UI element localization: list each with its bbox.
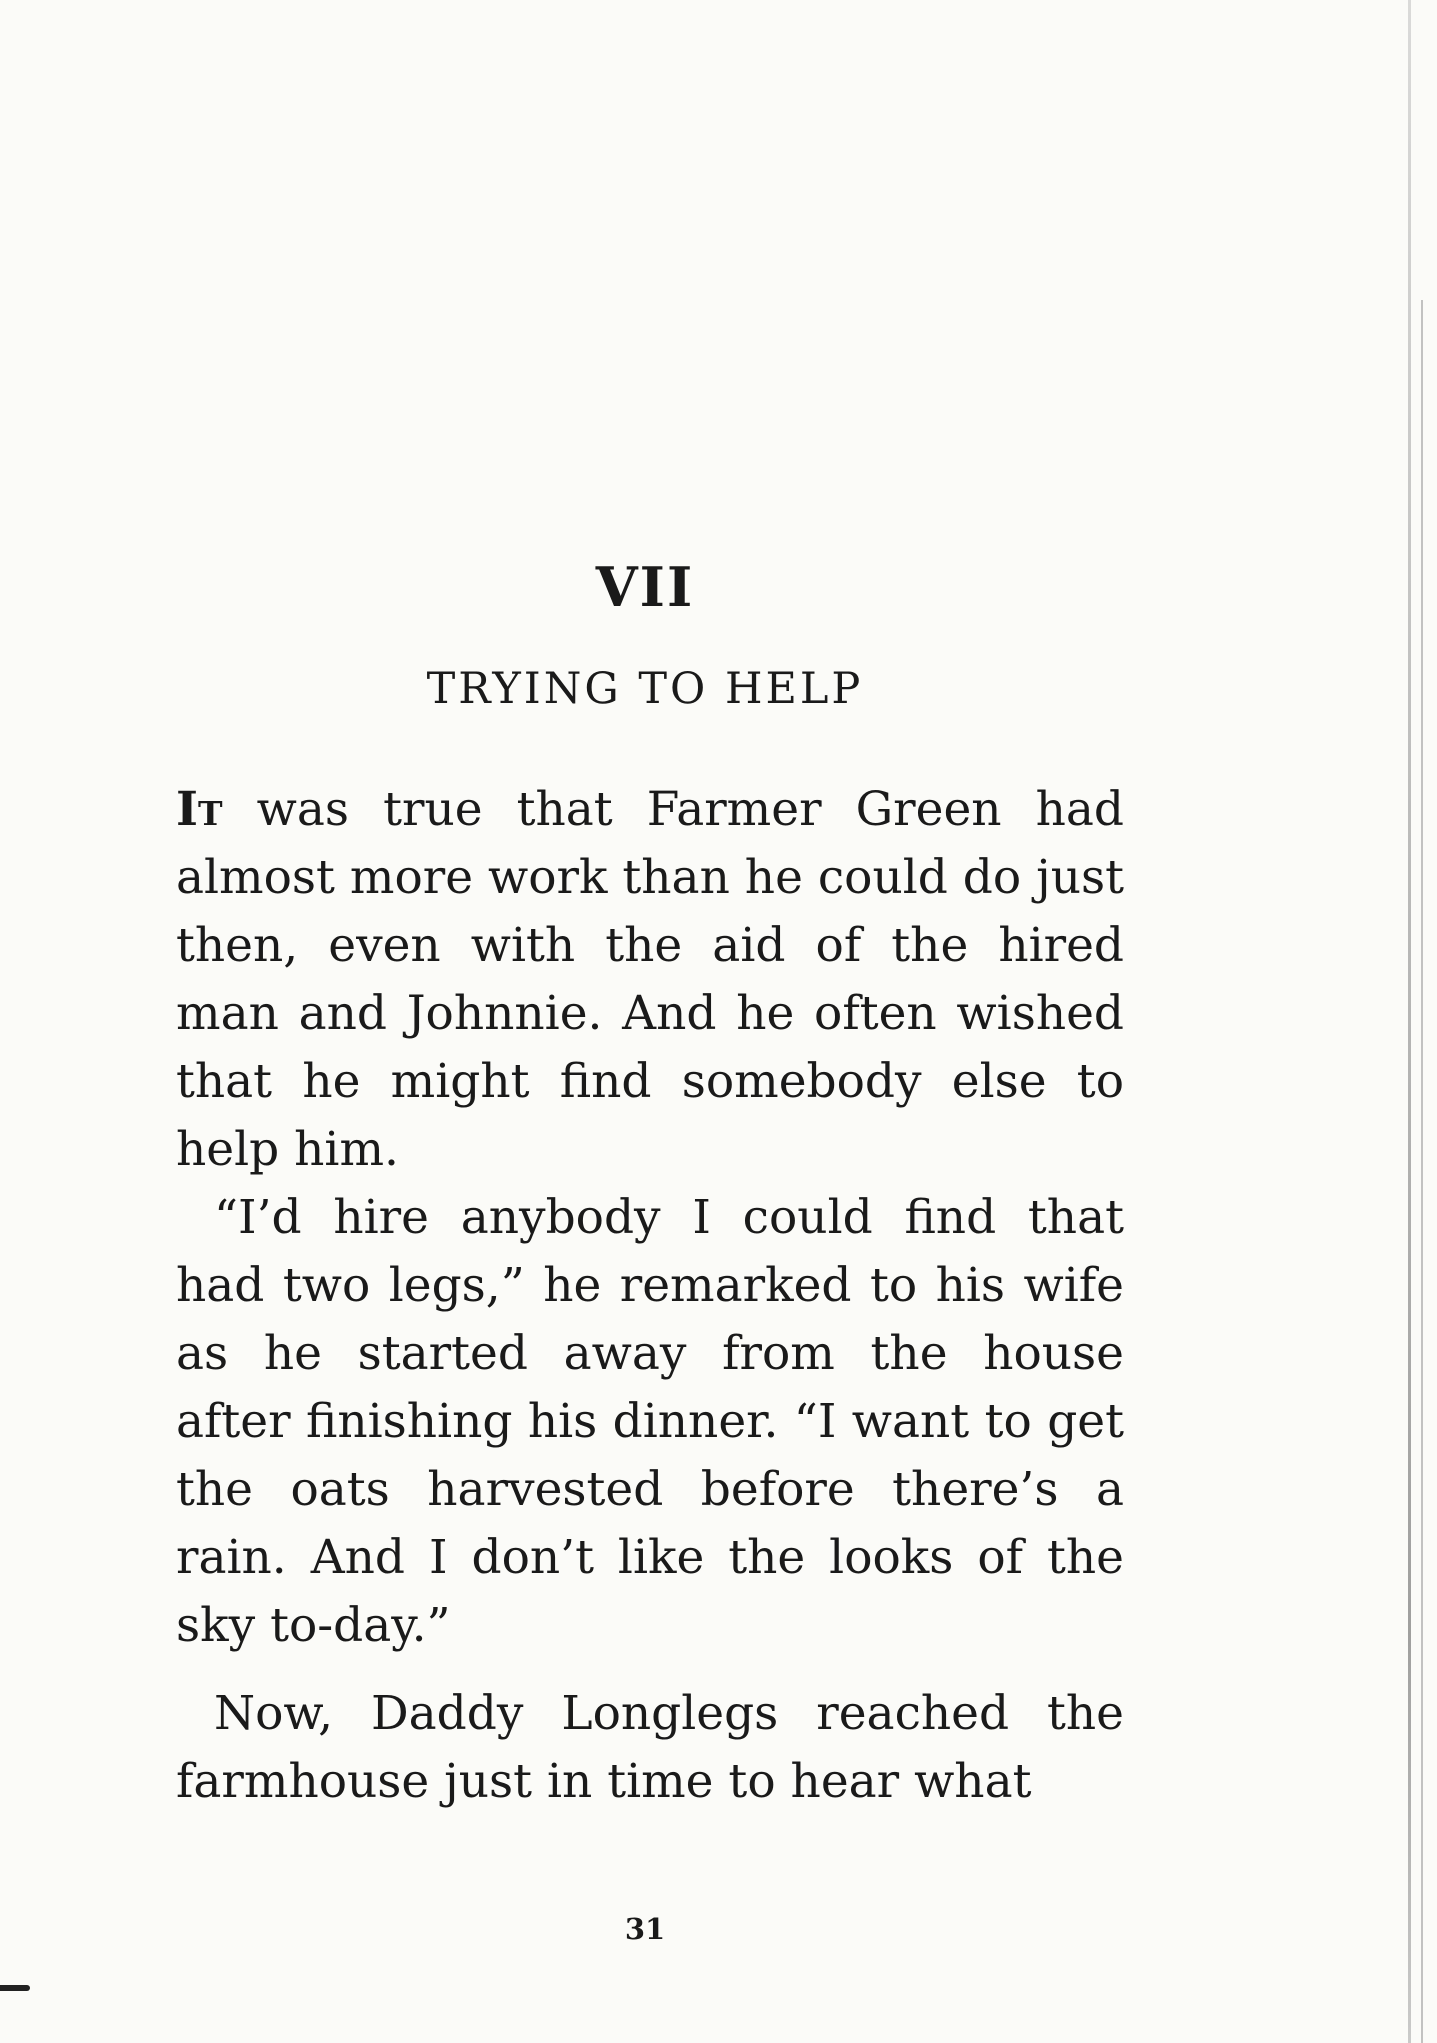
page-edge-line xyxy=(1421,300,1423,2043)
scan-corner-mark xyxy=(0,1985,30,1991)
page-number: 31 xyxy=(624,1912,666,1946)
paragraph-1-text: was true that Farmer Green had almost more work than he could do just then, even with the aid of the hired man and Johnnie. And he often wished that he might find somebody else to help him. xyxy=(176,782,1124,1177)
paragraph-2: “I’d hire anybody I could find that had two legs,” he remarked to his wife as he started away from the house after finishing his dinner. “I want to get the oats harvested before there’s a rain. And I don’t like the looks of the sky to-day.” xyxy=(176,1190,1124,1653)
paragraph-3: Now, Daddy Longlegs reached the farmhouse just in time to hear what xyxy=(176,1686,1124,1809)
body-text xyxy=(176,776,1124,1816)
paragraph-1-lead-word: It xyxy=(176,782,223,837)
page-edge-shadow xyxy=(1408,0,1411,2043)
paragraph-1 xyxy=(176,776,1124,1184)
chapter-number: VII xyxy=(595,555,695,619)
chapter-title: TRYING TO HELP xyxy=(426,664,864,714)
